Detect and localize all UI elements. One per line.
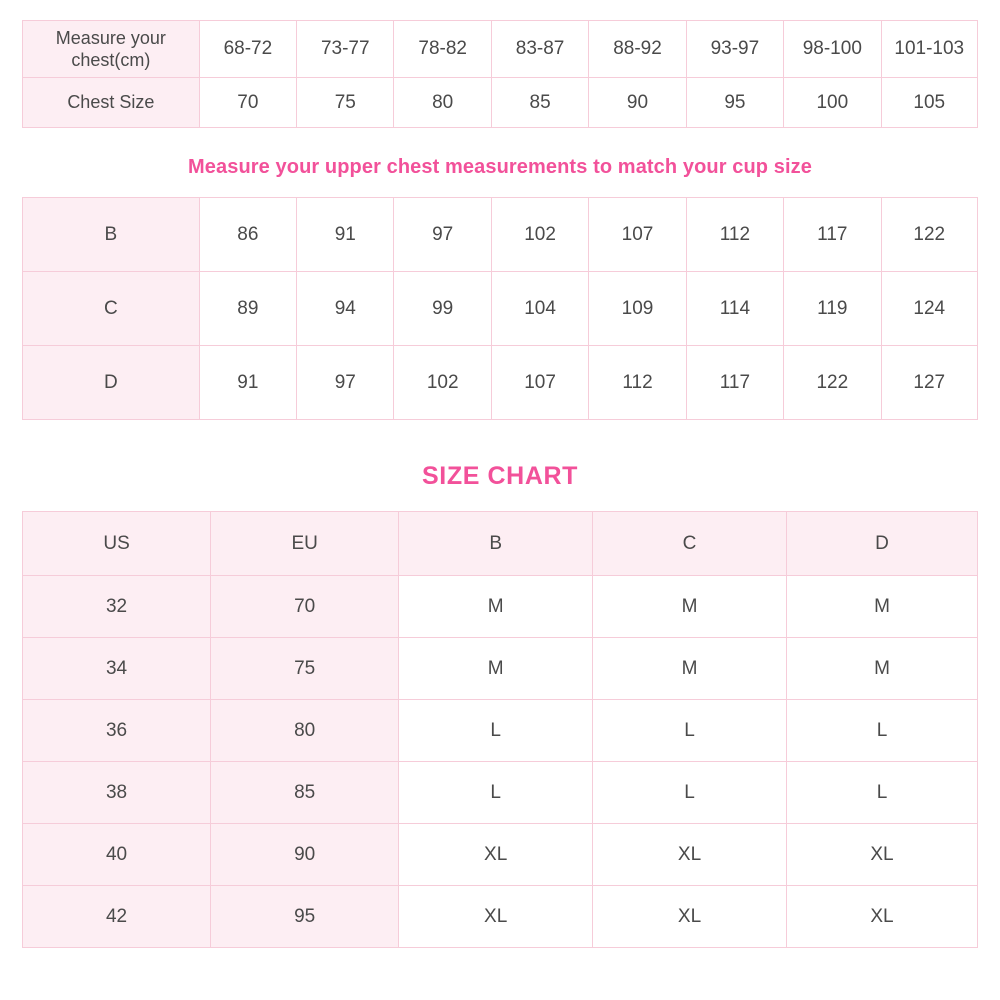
table-cell: 36 [23,700,211,762]
cup-size-note: Measure your upper chest measurements to match your cup size [188,156,812,178]
table-cell: 80 [394,78,491,128]
table-cell: M [786,638,977,700]
table-cell: L [786,700,977,762]
table-cell: 70 [199,78,296,128]
table-header-row [23,512,978,576]
table-cell: 90 [589,78,686,128]
row-label: D [23,346,200,420]
table-cell: XL [593,824,787,886]
table-cell: XL [786,886,977,948]
table-cell: L [593,700,787,762]
table-cell: 91 [199,346,296,420]
table-row [23,700,978,762]
column-header-c: C [593,512,787,576]
table-cell: 127 [881,346,977,420]
table-cell: 38 [23,762,211,824]
table-cell: 89 [199,272,296,346]
table-cell: 83-87 [491,21,588,78]
column-header-us: US [23,512,211,576]
table-cell: 93-97 [686,21,783,78]
table-cell: 107 [491,346,588,420]
table-row [23,576,978,638]
column-header-d: D [786,512,977,576]
table-cell: XL [593,886,787,948]
table-cell: 101-103 [881,21,977,78]
table-cell: 97 [394,198,491,272]
table-cell: 114 [686,272,783,346]
table-cell: 34 [23,638,211,700]
table-cell: L [399,762,593,824]
table-cell: 40 [23,824,211,886]
table-row [23,78,978,128]
table-cell: 73-77 [297,21,394,78]
table-cell: 91 [297,198,394,272]
table-cell: 85 [491,78,588,128]
table-cell: 90 [211,824,399,886]
table-cell: 88-92 [589,21,686,78]
row-label: Chest Size [23,78,200,128]
table-cell: 85 [211,762,399,824]
table-cell: 105 [881,78,977,128]
row-label: Measure your chest(cm) [23,21,200,78]
table-cell: L [593,762,787,824]
row-label: C [23,272,200,346]
table-cell: 117 [686,346,783,420]
table-cell: L [786,762,977,824]
table-cell: 70 [211,576,399,638]
table-row [23,886,978,948]
table-row [23,198,978,272]
table-cell: 117 [784,198,881,272]
table-row [23,272,978,346]
size-chart-table [22,511,978,948]
table-cell: M [593,638,787,700]
size-chart-title: SIZE CHART [422,462,578,490]
cup-size-table [22,197,978,420]
table-cell: 75 [211,638,399,700]
table-cell: 97 [297,346,394,420]
table-cell: 95 [686,78,783,128]
table-row [23,762,978,824]
table-cell: 107 [589,198,686,272]
table-cell: M [399,576,593,638]
table-cell: XL [399,886,593,948]
table-cell: 68-72 [199,21,296,78]
table-cell: 122 [784,346,881,420]
table-cell: 32 [23,576,211,638]
table-cell: XL [399,824,593,886]
table-cell: 80 [211,700,399,762]
table-cell: 86 [199,198,296,272]
table-cell: 42 [23,886,211,948]
table-cell: 95 [211,886,399,948]
table-cell: M [786,576,977,638]
chest-measurement-table [22,20,978,128]
table-cell: 75 [297,78,394,128]
table-cell: 122 [881,198,977,272]
table-cell: 104 [491,272,588,346]
table-cell: 102 [394,346,491,420]
table-cell: 102 [491,198,588,272]
table-row [23,824,978,886]
table-cell: 99 [394,272,491,346]
table-cell: 124 [881,272,977,346]
row-label: B [23,198,200,272]
table-cell: 98-100 [784,21,881,78]
table-cell: 94 [297,272,394,346]
table-row [23,21,978,78]
table-cell: M [399,638,593,700]
table-cell: XL [786,824,977,886]
table-cell: 112 [686,198,783,272]
table-row [23,638,978,700]
table-cell: M [593,576,787,638]
table-cell: 100 [784,78,881,128]
column-header-b: B [399,512,593,576]
column-header-eu: EU [211,512,399,576]
table-cell: 119 [784,272,881,346]
table-cell: 78-82 [394,21,491,78]
table-cell: 112 [589,346,686,420]
table-cell: L [399,700,593,762]
table-row [23,346,978,420]
table-cell: 109 [589,272,686,346]
